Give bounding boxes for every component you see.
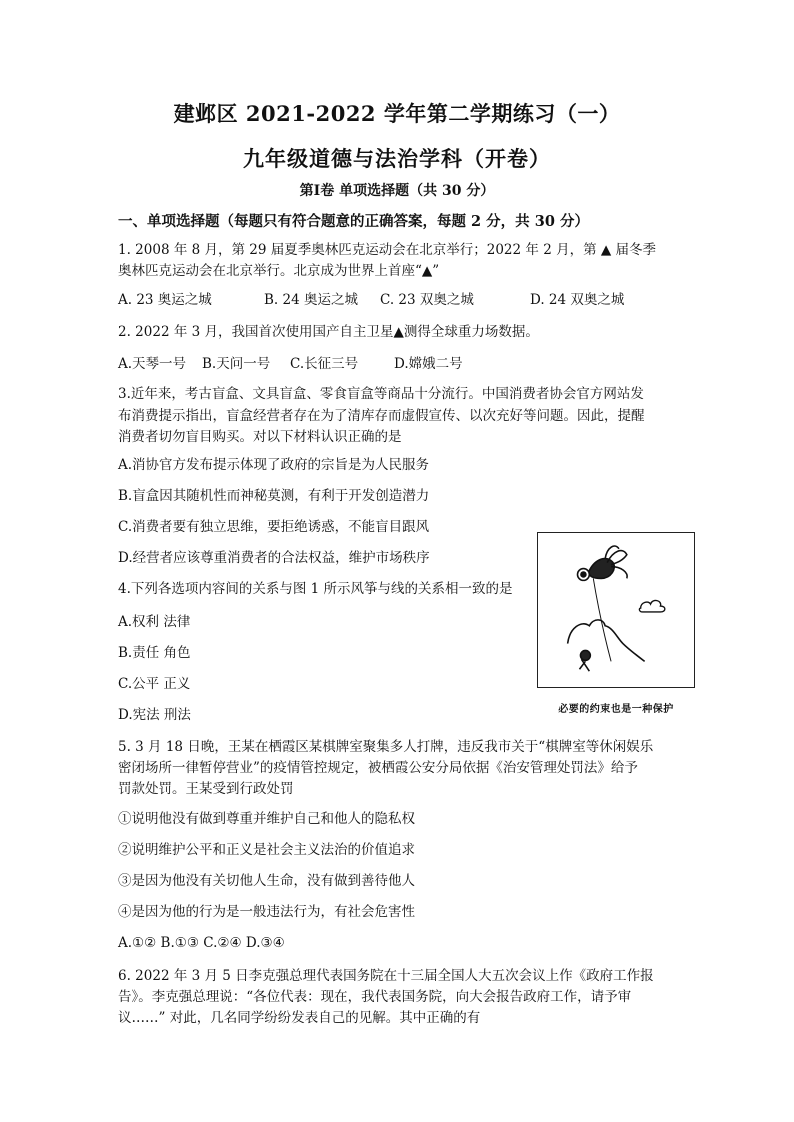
- q3-option-d: D.经营者应该尊重消费者的合法权益，维护市场秩序: [118, 550, 430, 566]
- q5-statement-3: ③是因为他没有关切他人生命，没有做到善待他人: [118, 873, 415, 889]
- kite-cartoon-figure: [537, 532, 695, 688]
- q1-line2: 奥林匹克运动会在北京举行。北京成为世界上首座“▲”: [118, 263, 440, 279]
- page-title: 建邺区 2021-2022 学年第二学期练习（一）: [173, 101, 621, 126]
- q1-line1: 1. 2008 年 8 月，第 29 届夏季奥林匹克运动会在北京举行；2022 年 2 月，第 ▲ 届冬季: [118, 242, 657, 258]
- q4-line1: 4.下列各选项内容间的关系与图 1 所示风筝与线的关系相一致的是: [118, 581, 513, 597]
- figure-caption: 必要的约束也是一种保护: [558, 704, 674, 715]
- part-heading: 一、单项选择题（每题只有符合题意的正确答案，每题 2 分，共 30 分）: [118, 213, 589, 230]
- q5-line3: 罚款处罚。王某受到行政处罚: [118, 781, 294, 797]
- q3-option-a: A.消协官方发布提示体现了政府的宗旨是为人民服务: [118, 457, 430, 473]
- section-heading: 第Ⅰ卷 单项选择题（共 30 分）: [299, 183, 495, 199]
- q1-option-c: C. 23 双奥之城: [380, 292, 474, 308]
- q1-option-a: A. 23 奥运之城: [118, 292, 212, 308]
- q1-options: [118, 290, 624, 310]
- q5-line1: 5. 3 月 18 日晚，王某在栖霞区某棋牌室聚集多人打牌，违反我市关于“棋牌室等休闲娱乐: [118, 739, 654, 755]
- q4-option-a: A.权利 法律: [118, 614, 191, 630]
- q4-option-c: C.公平 正义: [118, 676, 191, 692]
- q3-line3: 消费者切勿盲目购买。对以下材料认识正确的是: [118, 429, 402, 445]
- q5-options: A.①② B.①③ C.②④ D.③④: [118, 935, 285, 951]
- q2-option-d: D.嫦娥二号: [394, 356, 463, 372]
- q2-option-b: B.天问一号: [202, 356, 271, 372]
- q4-option-d: D.宪法 刑法: [118, 707, 191, 723]
- kite-illustration: [538, 533, 694, 687]
- q3-option-b: B.盲盒因其随机性而神秘莫测，有利于开发创造潜力: [118, 488, 430, 504]
- q2-line1: 2. 2022 年 3 月，我国首次使用国产自主卫星▲测得全球重力场数据。: [118, 324, 539, 340]
- q5-statement-2: ②说明维护公平和正义是社会主义法治的价值追求: [118, 842, 415, 858]
- q6-line1: 6. 2022 年 3 月 5 日李克强总理代表国务院在十三届全国人大五次会议上作《政府工作报: [118, 968, 654, 984]
- page-subtitle: 九年级道德与法治学科（开卷）: [243, 146, 551, 171]
- q6-line2: 告》。李克强总理说：“各位代表：现在，我代表国务院，向大会报告政府工作，请予审: [118, 989, 632, 1005]
- cloud-shape: [639, 601, 664, 612]
- q5-statement-4: ④是因为他的行为是一般违法行为，有社会危害性: [118, 904, 415, 920]
- q1-option-d: D. 24 双奥之城: [530, 292, 625, 308]
- kite-icon: [578, 546, 628, 580]
- person-icon: [579, 650, 590, 671]
- q3-line2: 布消费提示指出，盲盒经营者存在为了清库存而虚假宣传、以次充好等问题。因此，提醒: [118, 408, 645, 424]
- q5-line2: 密闭场所一律暂停营业”的疫情管控规定，被栖霞公安分局依据《治安管理处罚法》给予: [118, 760, 638, 776]
- q2-options: [118, 354, 463, 374]
- q2-option-a: A.天琴一号: [118, 356, 187, 372]
- q4-option-b: B.责任 角色: [118, 645, 191, 661]
- q5-statement-1: ①说明他没有做到尊重并维护自己和他人的隐私权: [118, 811, 415, 827]
- q2-option-c: C.长征三号: [290, 356, 359, 372]
- q1-option-b: B. 24 奥运之城: [264, 292, 358, 308]
- q6-line3: 议……” 对此，几名同学纷纷发表自己的见解。其中正确的有: [118, 1010, 481, 1026]
- q3-line1: 3.近年来，考古盲盒、文具盲盒、零食盲盒等商品十分流行。中国消费者协会官方网站发: [118, 386, 644, 402]
- q3-option-c: C.消费者要有独立思维，要拒绝诱惑，不能盲目跟风: [118, 519, 430, 535]
